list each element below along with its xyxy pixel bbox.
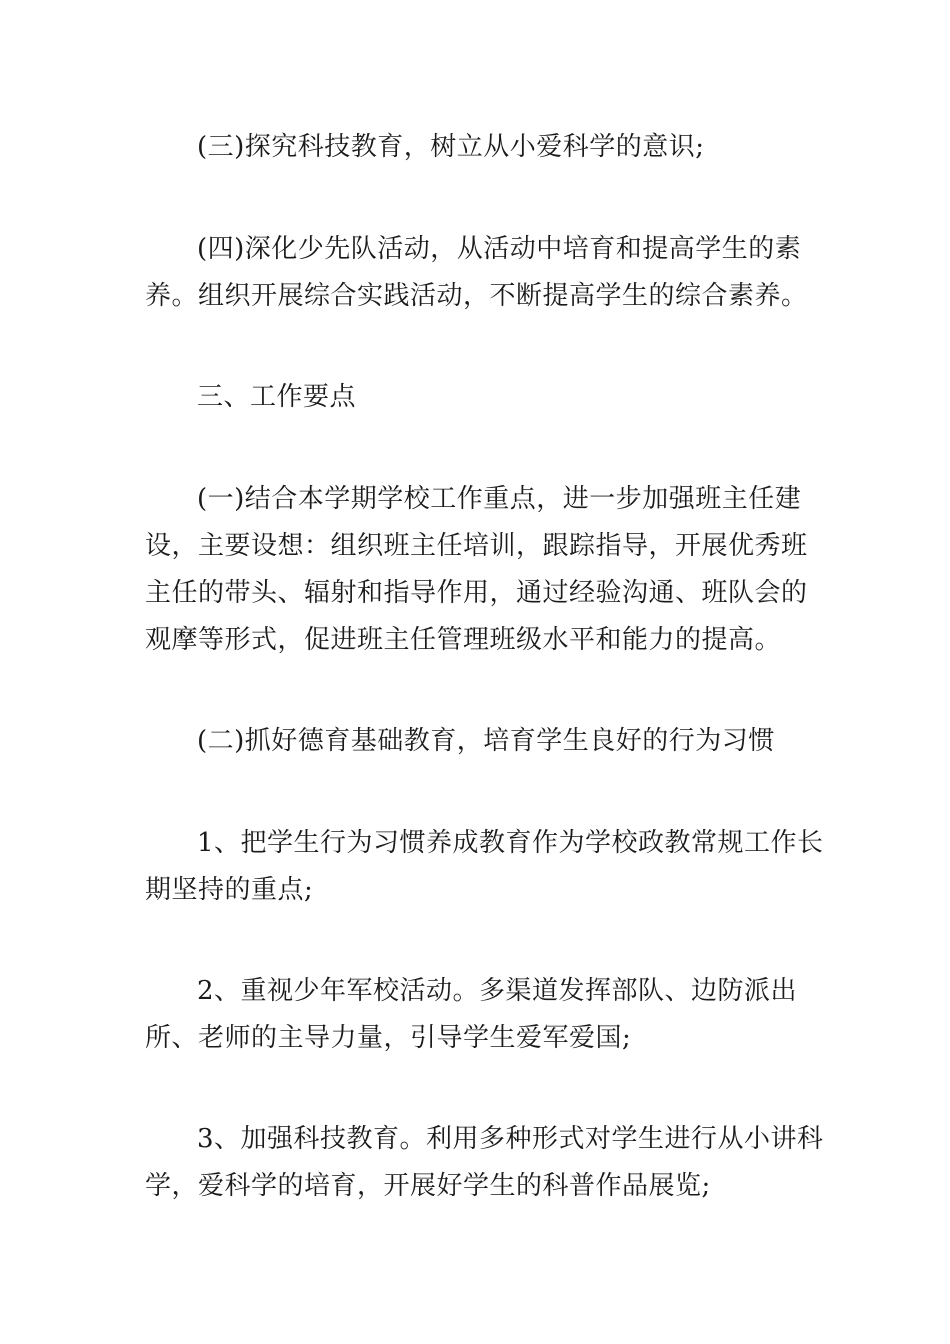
list-item-science-education: 3、加强科技教育。利用多种形式对学生进行从小讲科学，爱科学的培育，开展好学生的科普作品展览; <box>145 1124 824 1201</box>
paragraph-young-pioneers-activities: (四)深化少先队活动，从活动中培育和提高学生的素养。组织开展综合实践活动，不断提高学生的综合素养。 <box>145 234 808 311</box>
paragraph-inquiry-tech-education: (三)探究科技教育，树立从小爱科学的意识; <box>197 132 705 162</box>
paragraph-moral-education-basics: (二)抓好德育基础教育，培育学生良好的行为习惯 <box>197 726 775 756</box>
paragraph-class-teacher-building: (一)结合本学期学校工作重点，进一步加强班主任建设，主要设想：组织班主任培训，跟踪指导，开展优秀班主任的带头、辐射和指导作用，通过经验沟通、班队会的观摩等形式，促进班主任管理班级水平和能力的提高。 <box>145 484 808 655</box>
list-item-behavior-habits: 1、把学生行为习惯养成教育作为学校政教常规工作长期坚持的重点; <box>145 828 824 905</box>
section-heading-work-points: 三、工作要点 <box>197 382 357 412</box>
list-item-junior-military-school: 2、重视少年军校活动。多渠道发挥部队、边防派出所、老师的主导力量，引导学生爱军爱国; <box>145 976 798 1053</box>
